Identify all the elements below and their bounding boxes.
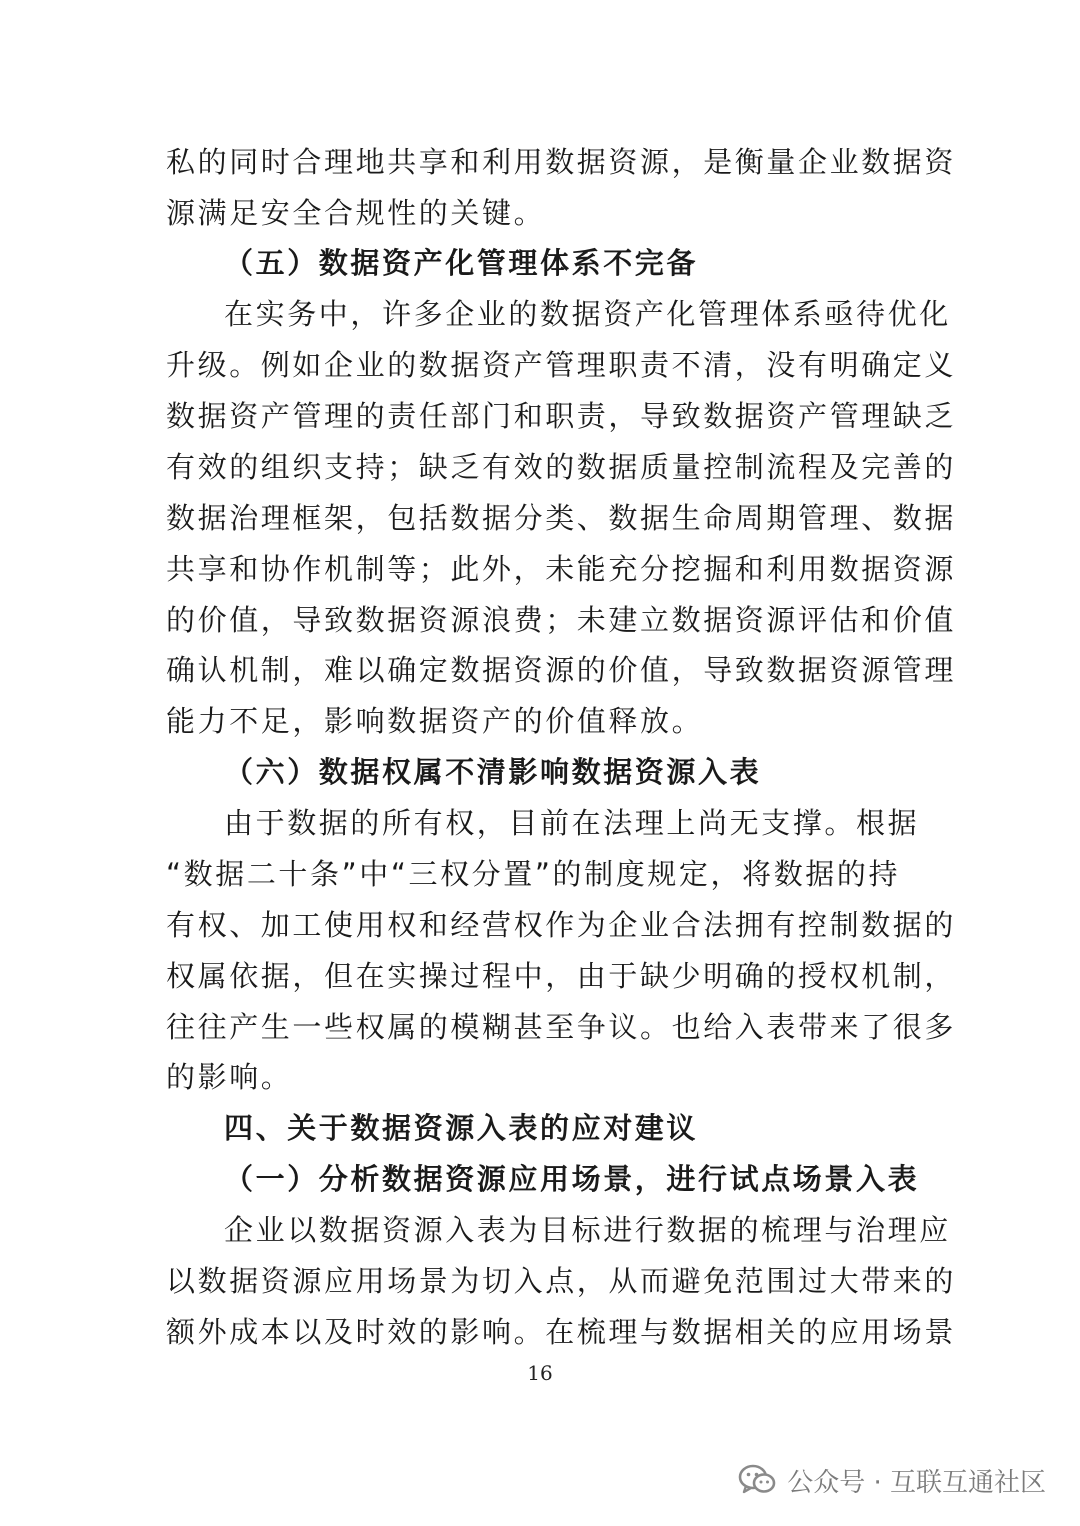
watermark bbox=[737, 1458, 1046, 1502]
body-line: 的影响。 bbox=[166, 1060, 293, 1094]
body-line: 的价值，导致数据资源浪费；未建立数据资源评估和价值 bbox=[166, 603, 957, 637]
body-line: 有效的组织支持；缺乏有效的数据质量控制流程及完善的 bbox=[166, 450, 957, 484]
body-line: 有权、加工使用权和经营权作为企业合法拥有控制数据的 bbox=[166, 908, 957, 942]
body-line: 以数据资源应用场景为切入点，从而避免范围过大带来的 bbox=[166, 1264, 957, 1298]
body-line: 往往产生一些权属的模糊甚至争议。也给入表带来了很多 bbox=[166, 1010, 957, 1044]
paragraph-first-line: 企业以数据资源入表为目标进行数据的梳理与治理应 bbox=[224, 1213, 951, 1247]
body-line: 权属依据，但在实操过程中，由于缺少明确的授权机制， bbox=[166, 959, 957, 993]
paragraph-first-line: 由于数据的所有权，目前在法理上尚无支撑。根据 bbox=[224, 806, 920, 840]
section-heading: （一）分析数据资源应用场景，进行试点场景入表 bbox=[224, 1162, 920, 1196]
section-heading: （五）数据资产化管理体系不完备 bbox=[224, 246, 699, 280]
body-line: 数据资产管理的责任部门和职责，导致数据资产管理缺乏 bbox=[166, 399, 957, 433]
body-line: 升级。例如企业的数据资产管理职责不清，没有明确定义 bbox=[166, 348, 957, 382]
body-line: 源满足安全合规性的关键。 bbox=[166, 196, 546, 230]
watermark-text: 公众号 · 互联互通社区 bbox=[787, 1467, 1046, 1498]
body-line: 能力不足，影响数据资产的价值释放。 bbox=[166, 704, 704, 738]
chapter-heading: 四、关于数据资源入表的应对建议 bbox=[224, 1111, 699, 1145]
body-line: “数据二十条”中“三权分置”的制度规定，将数据的持 bbox=[166, 857, 901, 891]
page-number: 16 bbox=[527, 1361, 553, 1385]
body-line: 私的同时合理地共享和利用数据资源，是衡量企业数据资 bbox=[166, 145, 957, 179]
paragraph-first-line: 在实务中，许多企业的数据资产化管理体系亟待优化 bbox=[224, 297, 951, 331]
body-line: 共享和协作机制等；此外，未能充分挖掘和利用数据资源 bbox=[166, 552, 957, 586]
body-line: 确认机制，难以确定数据资源的价值，导致数据资源管理 bbox=[166, 653, 957, 687]
section-heading: （六）数据权属不清影响数据资源入表 bbox=[224, 755, 762, 789]
body-line: 额外成本以及时效的影响。在梳理与数据相关的应用场景 bbox=[166, 1315, 957, 1349]
wechat-icon bbox=[737, 1462, 777, 1498]
body-line: 数据治理框架，包括数据分类、数据生命周期管理、数据 bbox=[166, 501, 957, 535]
